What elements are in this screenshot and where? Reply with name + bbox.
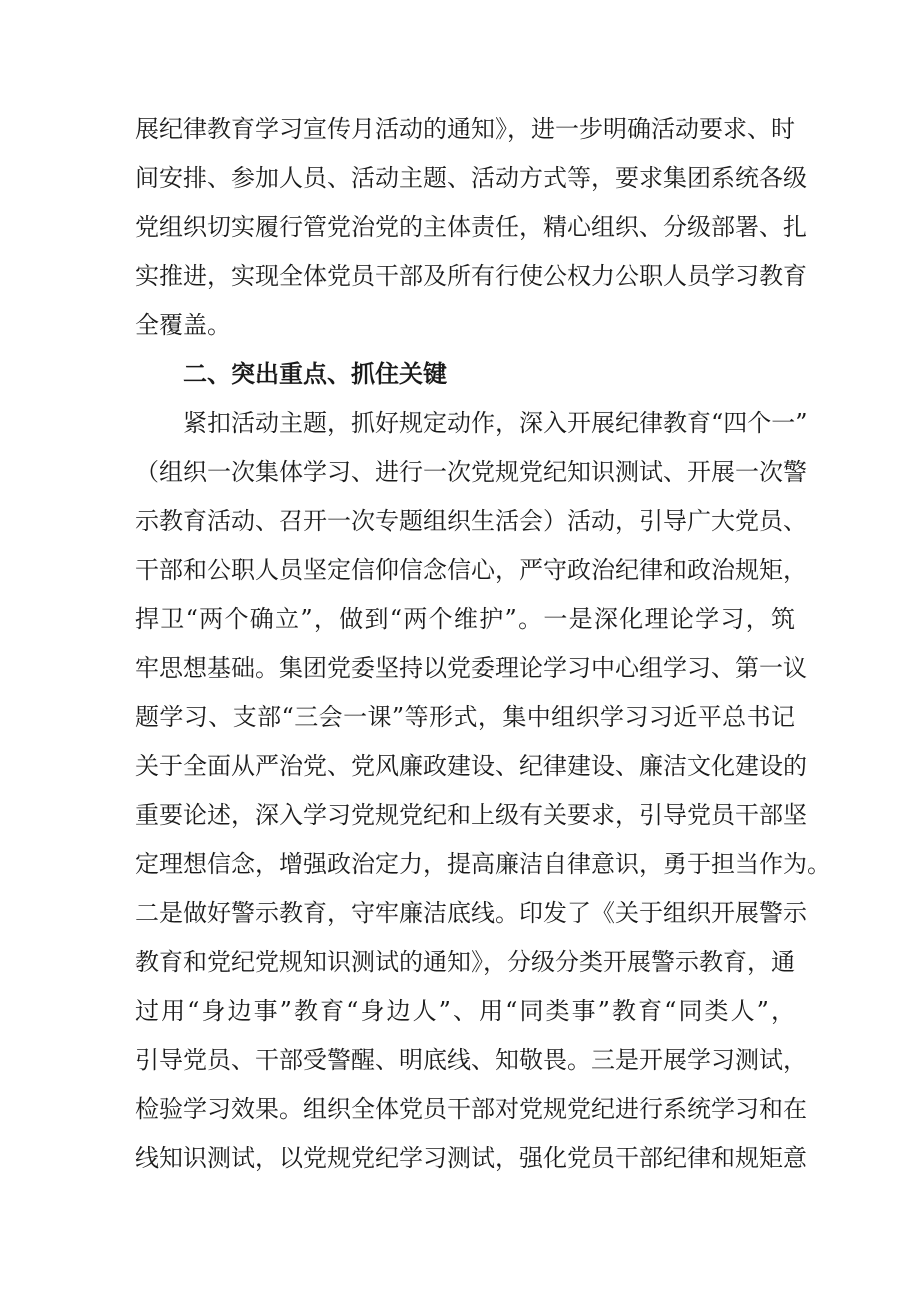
paragraph-line: 实推进，实现全体党员干部及所有行使公权力公职人员学习教育 (135, 262, 807, 290)
paragraph-line: 线知识测试，以党规党纪学习测试，强化党员干部纪律和规矩意 (135, 1144, 807, 1172)
paragraph-line: 间安排、参加人员、活动主题、活动方式等，要求集团系统各级 (135, 164, 807, 192)
paragraph-line: 题学习、支部“三会一课”等形式，集中组织学习习近平总书记 (135, 703, 795, 731)
section-heading: 二、突出重点、抓住关键 (183, 360, 447, 388)
paragraph-line: 党组织切实履行管党治党的主体责任，精心组织、分级部署、扎 (135, 213, 807, 241)
document-body (135, 105, 831, 1183)
paragraph-line: （组织一次集体学习、进行一次党规党纪知识测试、开展一次警 (135, 458, 807, 486)
paragraph-line: 牢思想基础。集团党委坚持以党委理论学习中心组学习、第一议 (135, 654, 807, 682)
paragraph-line: 全覆盖。 (135, 311, 231, 339)
paragraph-line: 定理想信念，增强政治定力，提高廉洁自律意识，勇于担当作为。 (135, 850, 831, 878)
paragraph-line: 引导党员、干部受警醒、明底线、知敬畏。三是开展学习测试， (135, 1046, 807, 1074)
paragraph-line: 紧扣活动主题，抓好规定动作，深入开展纪律教育“四个一” (183, 409, 808, 437)
paragraph-line: 展纪律教育学习宣传月活动的通知》，进一步明确活动要求、时 (135, 115, 795, 143)
paragraph-line: 过用“身边事”教育“身边人”、用“同类事”教育“同类人”， (135, 997, 795, 1025)
paragraph-line: 干部和公职人员坚定信仰信念信心，严守政治纪律和政治规矩， (135, 556, 807, 584)
paragraph-line: 教育和党纪党规知识测试的通知》，分级分类开展警示教育，通 (135, 948, 795, 976)
paragraph-line: 示教育活动、召开一次专题组织生活会）活动，引导广大党员、 (135, 507, 807, 535)
paragraph-line: 检验学习效果。组织全体党员干部对党规党纪进行系统学习和在 (135, 1095, 807, 1123)
paragraph-line: 捍卫“两个确立”，做到“两个维护”。一是深化理论学习，筑 (135, 605, 795, 633)
paragraph-line: 重要论述，深入学习党规党纪和上级有关要求，引导党员干部坚 (135, 801, 807, 829)
paragraph-line: 二是做好警示教育，守牢廉洁底线。印发了《关于组织开展警示 (135, 899, 807, 927)
paragraph-line: 关于全面从严治党、党风廉政建设、纪律建设、廉洁文化建设的 (135, 752, 807, 780)
